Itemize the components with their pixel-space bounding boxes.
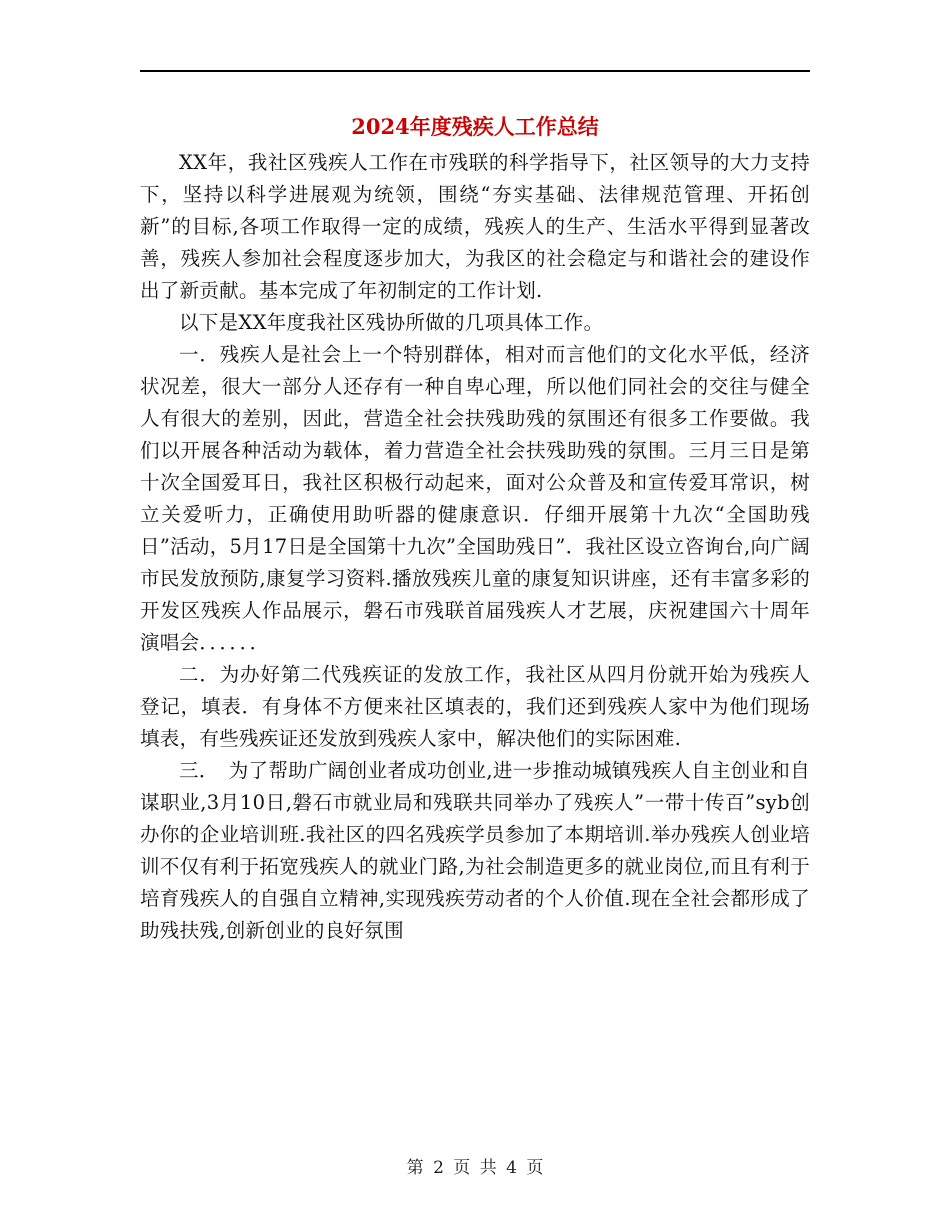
document-body [140, 147, 810, 947]
paragraph-overview: 以下是XX年度我社区残协所做的几项具体工作。 [179, 311, 604, 334]
page-number-footer: 第 2 页 共 4 页 [406, 1158, 544, 1178]
paragraph-intro: XX年，我社区残疾人工作在市残联的科学指导下，社区领导的大力支持下，坚持以科学进展观为统领，围绕“夯实基础、法律规范管理、开拓创新”的目标,各项工作取得一定的成绩，残疾人的生产、生活水平得到显著改善，残疾人参加社会程度逐步加大，为我区的社会稳定与和谐社会的建设作出了新贡献。基本完成了年初制定的工作计划. [140, 151, 810, 302]
header-rule [140, 70, 810, 72]
paragraph-item-1: 一．残疾人是社会上一个特别群体，相对而言他们的文化水平低，经济状况差，很大一部分人还存有一种自卑心理，所以他们同社会的交往与健全人有很大的差别，因此，营造全社会扶残助残的氛围还有很多工作要做。我们以开展各种活动为载体，着力营造全社会扶残助残的氛围。三月三日是第十次全国爱耳日，我社区积极行动起来，面对公众普及和宣传爱耳常识，树立关爱听力，正确使用助听器的健康意识．仔细开展第十九次“全国助残日”活动，5月17日是全国第十九次”全国助残日”．我社区设立咨询台,向广阔市民发放预防,康复学习资料.播放残疾儿童的康复知识讲座，还有丰富多彩的开发区残疾人作品展示，磐石市残联首届残疾人才艺展，庆祝建国六十周年演唱会．．．．．． [140, 343, 810, 654]
document-title: 2024年度残疾人工作总结 [351, 114, 599, 139]
paragraph-item-3: 三． 为了帮助广阔创业者成功创业,进一步推动城镇残疾人自主创业和自谋职业,3月10日,磐石市就业局和残联共同举办了残疾人”一带十传百”syb创办你的企业培训班.我社区的四名残疾学员参加了本期培训.举办残疾人创业培训不仅有利于拓宽残疾人的就业门路,为社会制造更多的就业岗位,而且有利于培育残疾人的自强自立精神,实现残疾劳动者的个人价值.现在全社会都形成了助残扶残,创新创业的良好氛围 [140, 759, 810, 942]
paragraph-item-2: 二．为办好第二代残疾证的发放工作，我社区从四月份就开始为残疾人登记，填表．有身体不方便来社区填表的，我们还到残疾人家中为他们现场填表，有些残疾证还发放到残疾人家中，解决他们的实际困难. [140, 663, 810, 750]
